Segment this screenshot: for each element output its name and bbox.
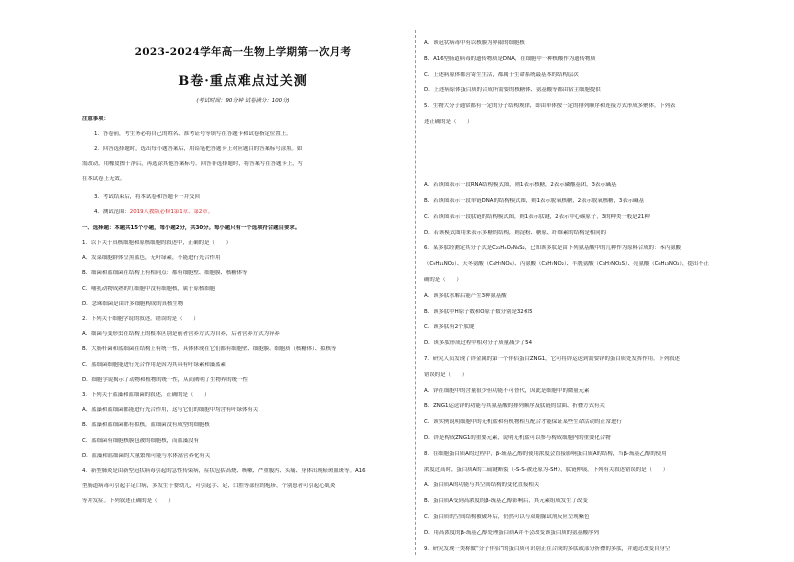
question-line: C．哺乳动物成熟的红细胞中没有细胞核，属于原核细胞: [82, 285, 216, 292]
question-line: A．发菜细胞群体呈黑蓝色，无叶绿素，不能进行光合作用: [82, 255, 221, 262]
question-line: D．用高浓度的β-巯基乙醇处理蛋白质A并不会改变该蛋白质的氨基酸序列: [424, 529, 599, 536]
section-1-heading: 一、选择题：本题共15个小题，每小题2分，共30分。每小题只有一个选项符合题目要求。: [82, 225, 301, 231]
question-line: D．上述病原体蛋白质的合成所需要的核糖体、氨基酸等都由宿主细胞提供: [424, 87, 601, 94]
note-2-line-1: 2．回答选择题时，选出每小题答案后，用铅笔把答题卡上对应题目的答案标号涂黑。如: [94, 146, 303, 152]
question-line: 9．研究发现一类称做“分子伴侣”的蛋白质可识别正在合成的多肽或部分折叠的多肽，并通过改变自身空: [424, 545, 671, 552]
question-line: （C₉H₁₁NO₂）、天冬氨酸（C₄H₇NO₄）、丙氨酸（C₃H₇NO₂）、半胱氨酸（C₃H₇NO₂S）、亮氨酸（C₆H₁₃NO₂），提出不正: [424, 261, 710, 268]
question-line: C．蓝细菌细胞能进行光合作用是因为其具有叶绿素和藻蓝素: [82, 361, 226, 368]
note-3: 3．考试结束后，将本试卷和答题卡一并交回: [94, 194, 200, 200]
question-line: C．该实例说明细胞中的无机盐和有机物相互配合才能保证某些生命活动的正常进行: [424, 419, 622, 426]
question-line: A．细菌与变形虫在结构上的根本区别是前者营养方式为自养，后者营养方式为异养: [82, 331, 280, 338]
question-line: 8．在细胞蛋白质A的过程中，β-巯基乙醇的使用浓度会直接影响蛋白质A的结构，当β-巯基乙醇的使用: [424, 450, 667, 457]
question-line: C．蛋白质的空间结构被破坏后，仍然可以与双缩脲试剂反应呈现紫色: [424, 514, 590, 520]
question-line: 述正确的是（ ）: [424, 119, 473, 125]
question-line: B．该多肽中H原子数和O原子数分别是32和5: [424, 308, 533, 315]
question-line: 2．下列关于细胞学说的叙述，错误的是（ ）: [82, 316, 199, 322]
question-line: B．ZNG1运送锌的功能与其氨基酸的排列顺序及肽链的盘曲、折叠方式有关: [424, 403, 605, 410]
question-line: 5．生物大分子通常都有一定的分子结构规律，即由单体按一定的排列顺序和连接方式形成多聚体。下列表: [424, 103, 676, 110]
note-4-prefix: 4．测试范围：: [94, 209, 130, 215]
question-line: 浓度过高时，蛋白质A的二硫键断裂（-S-S-被还原为-SH），肽链伸展。下列有关叙述错误的是（ ）: [424, 466, 669, 473]
question-line: A．蛋白质A的功能与其空间结构的变化直接相关: [424, 482, 540, 489]
question-line: 错误的是（ ）: [424, 371, 468, 378]
question-line: 3．下列关于蓝藻和蓝细菌的叙述，正确的是（ ）: [82, 392, 210, 398]
question-line: 7．研究人员发现了锌金属的第一个伴侣蛋白ZNG1，它可将锌运送到需要锌的蛋白质处发挥作用。下列叙述: [424, 356, 680, 362]
question-line: 型肠道病毒可引起手足口病，多发生于婴幼儿，可引起手、足、口腔等部位的疱疹，个别患者可引起心肌炎: [82, 483, 336, 490]
question-line: B．大肠杆菌和蓝细菌在结构上有统一性，具体体现在它们都有细胞壁、细胞膜、细胞质（核糖体）、拟核等: [82, 346, 337, 353]
question-line: D．蓝藻和蓝细菌的大量繁殖可能与水体富营养化有关: [82, 452, 211, 459]
notes-heading: 注意事项：: [82, 116, 109, 122]
note-4-scope: 2019人教版必修1第1章、第2章。: [129, 209, 214, 215]
question-line: C．上述病原体都营寄生生活，都属于生命系统最基本的结构层次: [424, 71, 579, 78]
exam-subtitle: B卷·重点难点过关测: [178, 74, 308, 89]
question-line: B．蓝藻和蓝细菌都有拟核，蓝细菌没有成型的细胞核: [82, 422, 210, 429]
question-line: A．锌在细胞中的含量很少但功能不可替代，因此是细胞中的微量元素: [424, 387, 590, 394]
question-line: B．若该图表示一段单链DNA的结构模式图，则1表示脱氧核糖，2表示脱氧核糖，3表示碱基: [424, 198, 644, 204]
note-2-line-3: 在本试卷上无效。: [82, 176, 126, 182]
question-line: A．该冠状病毒中有以核膜为界限的细胞核: [424, 40, 525, 46]
question-line: A．若该图表示一段RNA结构模式图，则1表示核糖，2表示磷酸基团，3表示碱基: [424, 182, 617, 189]
question-line: C．该多肽有2个肽键: [424, 324, 475, 331]
question-line: D．该多肽形成过程中相对分子质量减少了54: [424, 340, 533, 347]
question-line: D．细胞学说揭示了动物和植物的统一性，从而阐明了生物界的统一性: [82, 376, 248, 383]
question-line: 1．以下关于真核细胞和原核细胞的叙述中，正确的是（ ）: [82, 240, 231, 246]
question-line: 6．某多肽经测定其分子式是C₂₁HₓOᵧN₄S₂，已知该多肽是由下列氨基酸中的几种作为原料合成的：苯丙氨酸: [424, 245, 682, 252]
question-line: 确的是（ ）: [424, 277, 462, 283]
question-line: B．蛋白质A受到高浓度的β-巯基乙醇影响后，其元素组成发生了改变: [424, 498, 588, 505]
question-line: 4．新型肺炎是由新型冠状病毒引起的急性传染病，症状包括高烧、咳嗽、严重腹泻、头痛、身体出现瘀斑血斑等。A16: [82, 468, 366, 474]
note-4: [94, 209, 404, 216]
note-1: 1．答卷前，考生务必将自己的姓名、准考证号等填写在答题卡和试卷指定位置上。: [94, 131, 292, 137]
column-divider: [415, 30, 416, 555]
question-line: B．细菌和蓝细菌在结构上有相同点：都有细胞壁、细胞膜、核糖体等: [82, 270, 248, 277]
question-line: C．若该图表示一段肽链的结构模式图，则1表示肽键，2表示中心碳原子，3的种类一般是21种: [424, 213, 650, 220]
exam-title: 2023-2024学年高一生物上学期第一次月考: [134, 46, 352, 58]
question-line: B．A16型肠道病毒的遗传物质是DNA，在细胞中一种核酸作为遗传物质: [424, 55, 596, 62]
question-line: C．蓝细菌有细胞核膜包被的细胞核，而蓝藻没有: [82, 437, 199, 444]
note-2-line-2: 需改动，用橡皮擦干净后，再选涂其他答案标号。回答非选择题时，将答案写在答题卡上，写: [82, 161, 304, 167]
question-line: D．念珠细菌是由许多细胞构成的真核生物: [82, 300, 184, 307]
exam-info: (考试时间：90分钟 试卷满分：100分): [196, 98, 290, 104]
question-line: A．蓝藻和蓝细菌都能进行光合作用，这与它们的细胞中均含有叶绿体有关: [82, 407, 259, 414]
question-line: 等并发症。下列叙述正确的是（ ）: [82, 498, 174, 505]
question-line: A．该多肽水解后能产生3种氨基酸: [424, 292, 507, 299]
question-line: D．锌是构成ZNG1的重要元素，说明无机盐可以参与构成细胞内的重要化合物: [424, 435, 611, 441]
question-line: D．若该模式图用来表示多糖的结构，则淀粉、糖原、纤维素的结构是相同的: [424, 229, 607, 236]
